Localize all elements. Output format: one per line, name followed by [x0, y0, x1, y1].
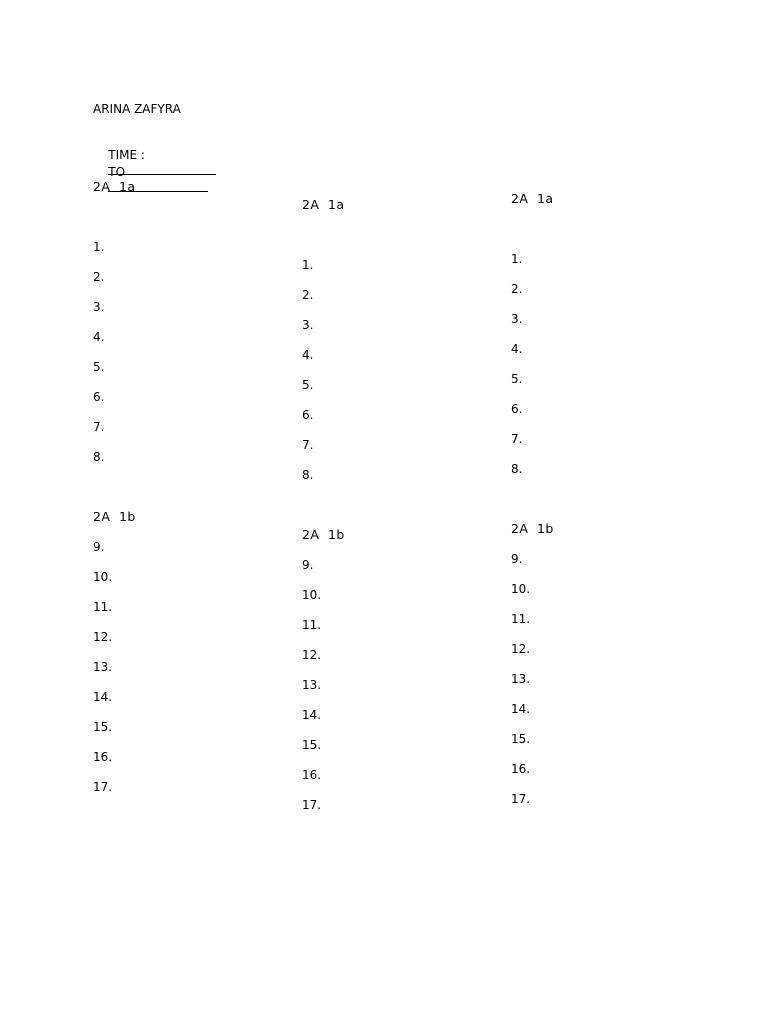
- answer-item: 17.: [93, 780, 113, 794]
- answer-item: 8.: [302, 468, 314, 482]
- answer-item: 6.: [302, 408, 314, 422]
- answer-item: 5.: [93, 360, 105, 374]
- answer-item: 9.: [93, 540, 105, 554]
- answer-item: 1.: [93, 240, 105, 254]
- answer-item: 16.: [93, 750, 113, 764]
- answer-item: 10.: [302, 588, 322, 602]
- answer-item: 5.: [302, 378, 314, 392]
- section-heading-1b: 2A 1b: [511, 521, 554, 536]
- answer-item: 9.: [302, 558, 314, 572]
- answer-item: 12.: [511, 642, 531, 656]
- answer-item: 5.: [511, 372, 523, 386]
- answer-item: 14.: [93, 690, 113, 704]
- answer-item: 11.: [511, 612, 531, 626]
- answer-item: 17.: [302, 798, 322, 812]
- answer-item: 15.: [93, 720, 113, 734]
- answer-item: 15.: [302, 738, 322, 752]
- answer-item: 12.: [93, 630, 113, 644]
- time-label: TIME :: [108, 148, 145, 162]
- answer-item: 7.: [302, 438, 314, 452]
- answer-item: 13.: [93, 660, 113, 674]
- answer-item: 2.: [511, 282, 523, 296]
- answer-item: 16.: [511, 762, 531, 776]
- to-label: TO: [108, 165, 126, 179]
- answer-item: 9.: [511, 552, 523, 566]
- answer-item: 16.: [302, 768, 322, 782]
- answer-item: 10.: [511, 582, 531, 596]
- section-heading-1a: 2A 1a: [93, 179, 136, 194]
- answer-item: 17.: [511, 792, 531, 806]
- answer-item: 14.: [511, 702, 531, 716]
- student-name: ARINA ZAFYRA: [93, 102, 181, 116]
- answer-item: 1.: [511, 252, 523, 266]
- answer-item: 6.: [93, 390, 105, 404]
- answer-item: 15.: [511, 732, 531, 746]
- answer-item: 13.: [511, 672, 531, 686]
- answer-item: 8.: [511, 462, 523, 476]
- answer-item: 3.: [511, 312, 523, 326]
- answer-item: 4.: [93, 330, 105, 344]
- answer-item: 3.: [93, 300, 105, 314]
- answer-item: 2.: [93, 270, 105, 284]
- section-heading-1b: 2A 1b: [93, 509, 136, 524]
- answer-item: 12.: [302, 648, 322, 662]
- answer-item: 3.: [302, 318, 314, 332]
- answer-item: 13.: [302, 678, 322, 692]
- answer-item: 10.: [93, 570, 113, 584]
- answer-item: 4.: [302, 348, 314, 362]
- answer-item: 4.: [511, 342, 523, 356]
- section-heading-1a: 2A 1a: [511, 191, 554, 206]
- answer-item: 8.: [93, 450, 105, 464]
- answer-item: 6.: [511, 402, 523, 416]
- section-heading-1a: 2A 1a: [302, 197, 345, 212]
- answer-item: 7.: [511, 432, 523, 446]
- answer-item: 7.: [93, 420, 105, 434]
- answer-item: 11.: [93, 600, 113, 614]
- answer-item: 2.: [302, 288, 314, 302]
- answer-item: 11.: [302, 618, 322, 632]
- answer-item: 14.: [302, 708, 322, 722]
- answer-item: 1.: [302, 258, 314, 272]
- section-heading-1b: 2A 1b: [302, 527, 345, 542]
